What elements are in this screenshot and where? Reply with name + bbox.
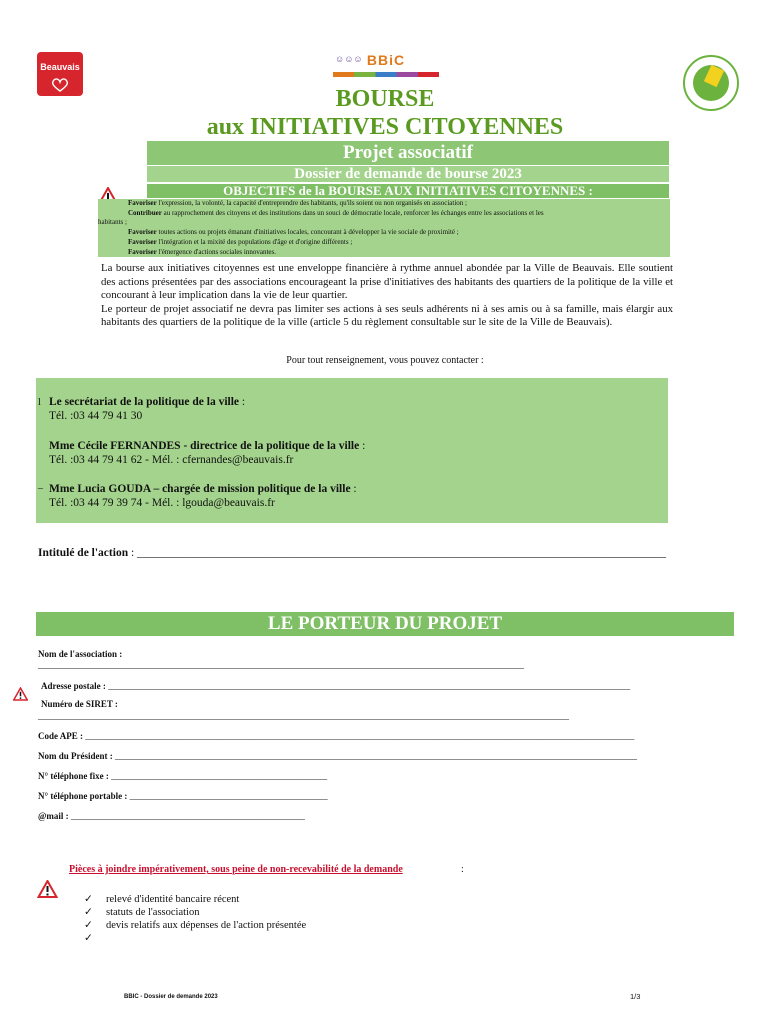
objective-item: habitants ; xyxy=(98,218,127,227)
contact-secretariat: Le secrétariat de la politique de la ville : Tél. :03 44 79 41 30 xyxy=(49,396,246,422)
objective-item: Favoriser l'expression, la volonté, la capacité d'entreprendre des habitants, qu'ils soient ou non organisés en association ; xyxy=(128,199,467,207)
objective-item: Favoriser l'émergence d'actions sociales innovantes. xyxy=(128,247,276,256)
contacts-box xyxy=(36,378,668,523)
president-field[interactable]: Nom du Président : ____________________________________________________________________________________________________________________ xyxy=(38,751,637,761)
intro-paragraph-2: Le porteur de projet associatif ne devra pas limiter ses actions à ses seuls adhérents ni à ses amis ou à sa famille, mais élargir aux habitants des quartiers de la politique de la ville (article 5 du règlement consultable sur le site de la Ville de Beauvais). xyxy=(101,302,673,328)
band-objectifs: OBJECTIFS de la BOURSE AUX INITIATIVES CITOYENNES : xyxy=(147,184,669,198)
checkmark-icon: ✓ xyxy=(84,920,93,931)
objectives-list xyxy=(98,199,670,257)
contact-bullet: l xyxy=(38,397,41,408)
contact-fernandes: Mme Cécile FERNANDES - directrice de la politique de la ville : Tél. :03 44 79 41 62 - Mél. : cfernandes@beauvais.fr xyxy=(49,440,366,466)
contact-intro: Pour tout renseignement, vous pouvez contacter : xyxy=(286,355,484,366)
checkmark-icon: ✓ xyxy=(84,894,93,905)
action-title-field[interactable]: Intitulé de l'action : ____________________________________________________________________________________________ xyxy=(38,547,667,559)
list-item: ✓ relevé d'identité bancaire récent xyxy=(84,894,240,905)
page-title-line2: aux INITIATIVES CITOYENNES xyxy=(206,114,564,140)
contact-bullet: _ xyxy=(38,479,43,490)
checkmark-icon: ✓ xyxy=(84,933,93,944)
list-item: ✓ statuts de l'association xyxy=(84,907,200,918)
association-name-field[interactable]: Nom de l'association : xyxy=(38,649,123,659)
objective-item: Contribuer au rapprochement des citoyens et des institutions dans un souci de démocratie locale, renforcer les échanges entre les associations et les xyxy=(128,208,544,217)
postal-address-field[interactable]: Adresse postale : ____________________________________________________________________________________________________________________ xyxy=(41,681,631,691)
phone-fixed-field[interactable]: N° téléphone fixe : ________________________________________________ xyxy=(38,771,328,781)
beauvais-logo-text: Beauvais xyxy=(40,62,80,72)
association-name-line[interactable]: ____________________________________________________________________________________________________________ xyxy=(38,660,524,670)
page-title-line1: BOURSE xyxy=(335,86,435,112)
intro-text xyxy=(101,262,673,330)
warning-icon xyxy=(13,687,28,701)
objective-item: Favoriser toutes actions ou projets émanant d'initiatives locales, concourant à développer la vie sociale de proximité ; xyxy=(128,228,459,237)
people-icon: ☺☺☺ xyxy=(335,54,363,64)
required-documents-title: Pièces à joindre impérativement, sous peine de non-recevabilité de la demande xyxy=(69,864,403,875)
email-field[interactable]: @mail : ____________________________________________________ xyxy=(38,811,305,821)
phone-mobile-field[interactable]: N° téléphone portable : ____________________________________________ xyxy=(38,791,328,801)
siret-field[interactable]: Numéro de SIRET : xyxy=(41,699,118,709)
contact-gouda: Mme Lucia GOUDA – chargée de mission politique de la ville : Tél. :03 44 79 39 74 - Mél. : lgouda@beauvais.fr xyxy=(49,483,357,509)
objective-item: Favoriser l'intégration et la mixité des populations d'âge et d'origine différents ; xyxy=(128,237,353,246)
footer-left: BBIC - Dossier de demande 2023 xyxy=(124,994,218,1000)
warning-icon xyxy=(37,880,58,898)
intro-paragraph-1: La bourse aux initiatives citoyennes est une enveloppe financière à rythme annuel abondée par la Ville de Beauvais. Elle soutient des actions présentées par des associations encourageant la prise d'initiatives des habitants des quartiers de la politique de la ville et concourant à leur implication dans la vie de leur quartier. xyxy=(101,262,673,301)
siret-line[interactable]: ______________________________________________________________________________________________________________________ xyxy=(38,711,569,721)
required-documents-colon: : xyxy=(461,864,464,875)
ape-field[interactable]: Code APE : __________________________________________________________________________________________________________________________ xyxy=(38,731,635,741)
bbic-logo-bar xyxy=(333,72,439,77)
required-documents-list xyxy=(84,893,307,944)
band-projet: Projet associatif xyxy=(147,141,669,165)
list-item: ✓ devis relatifs aux dépenses de l'action présentée xyxy=(84,920,307,931)
bbic-logo-text: BBiC xyxy=(366,52,406,68)
band-dossier: Dossier de demande de bourse 2023 xyxy=(147,166,669,182)
bbic-logo xyxy=(333,52,439,80)
page-number: 1/3 xyxy=(630,992,641,1001)
section-porteur-title: LE PORTEUR DU PROJET xyxy=(36,612,734,636)
checkmark-icon: ✓ xyxy=(84,907,93,918)
